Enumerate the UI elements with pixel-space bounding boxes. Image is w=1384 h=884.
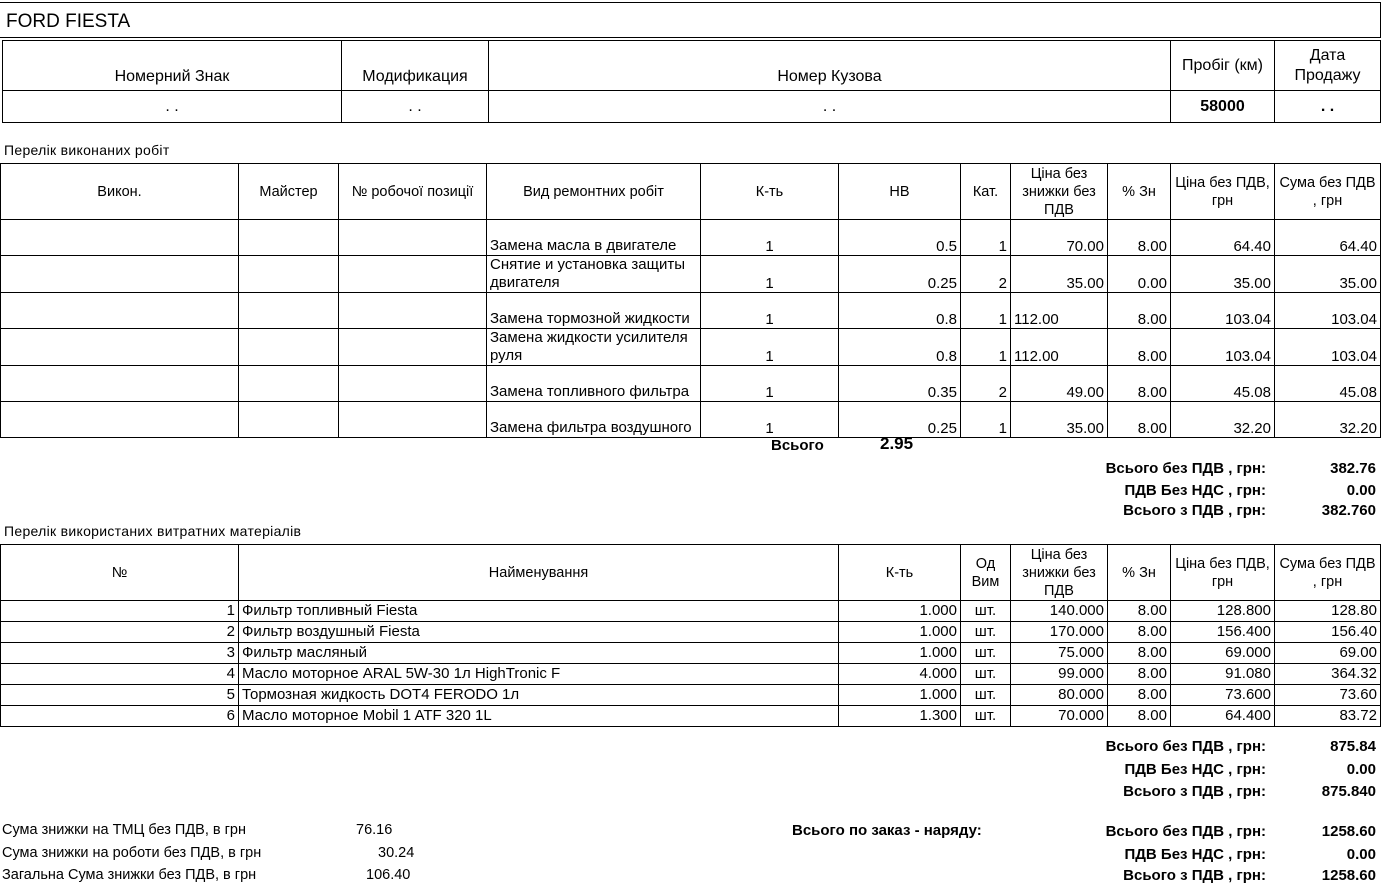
materials-header-sum: Сума без ПДВ , грн [1275, 545, 1381, 601]
works-header-sum: Сума без ПДВ , грн [1275, 164, 1381, 220]
work-price: 112.00 [1011, 329, 1108, 366]
material-discount: 8.00 [1108, 664, 1171, 685]
materials-section-title: Перелік використаних витратних матеріалів [4, 523, 302, 539]
material-number: 1 [1, 601, 239, 622]
work-price: 49.00 [1011, 366, 1108, 402]
material-sum: 128.80 [1275, 601, 1381, 622]
work-description: Замена топливного фильтра [487, 366, 701, 402]
materials-summary-label-gross: Всього з ПДВ , грн: [1123, 783, 1266, 800]
material-name: Фильтр топливный Fiesta [239, 601, 839, 622]
vehicle-table [2, 40, 1381, 123]
document-title: FORD FIESTA [6, 11, 131, 32]
table-cell [339, 366, 487, 402]
material-net-price: 91.080 [1171, 664, 1275, 685]
work-qty: 1 [701, 256, 839, 293]
work-sum: 103.04 [1275, 293, 1381, 329]
material-unit: шт. [961, 664, 1011, 685]
work-description: Снятие и установка защиты двигателя [487, 256, 701, 293]
material-qty: 1.000 [839, 643, 961, 664]
order-summary-label-net: Всього без ПДВ , грн: [1105, 823, 1266, 840]
vehicle-plate: . . [3, 91, 342, 123]
work-cat: 1 [961, 329, 1011, 366]
works-header-position: № робочої позиції [339, 164, 487, 220]
work-discount: 8.00 [1108, 402, 1171, 438]
work-qty: 1 [701, 293, 839, 329]
work-sum: 45.08 [1275, 366, 1381, 402]
vehicle-body-number: . . [489, 91, 1171, 123]
table-cell [339, 329, 487, 366]
works-summary-value-net: 382.76 [1330, 460, 1376, 477]
works-section-title: Перелік виконаних робіт [4, 142, 170, 158]
material-qty: 1.000 [839, 601, 961, 622]
work-qty: 1 [701, 329, 839, 366]
materials-summary-value-net: 875.84 [1330, 738, 1376, 755]
work-qty: 1 [701, 366, 839, 402]
work-discount: 8.00 [1108, 293, 1171, 329]
material-discount: 8.00 [1108, 685, 1171, 706]
work-price: 35.00 [1011, 402, 1108, 438]
work-sum: 64.40 [1275, 220, 1381, 256]
material-qty: 1.300 [839, 706, 961, 727]
vehicle-mileage: 58000 [1171, 91, 1275, 123]
table-cell [239, 293, 339, 329]
material-number: 2 [1, 622, 239, 643]
materials-header-name: Найменування [239, 545, 839, 601]
materials-header-number: № [1, 545, 239, 601]
vehicle-header-modification: Модификация [342, 41, 489, 91]
table-cell [1, 256, 239, 293]
materials-summary-label-vat: ПДВ Без НДС , грн: [1124, 761, 1266, 778]
material-unit: шт. [961, 685, 1011, 706]
order-summary-value-net: 1258.60 [1321, 823, 1376, 840]
material-net-price: 64.400 [1171, 706, 1275, 727]
material-discount: 8.00 [1108, 622, 1171, 643]
material-qty: 4.000 [839, 664, 961, 685]
work-price: 35.00 [1011, 256, 1108, 293]
vehicle-sale-date: . . [1275, 91, 1381, 123]
works-summary-value-vat: 0.00 [1346, 482, 1376, 499]
work-cat: 1 [961, 402, 1011, 438]
materials-summary-value-vat: 0.00 [1346, 761, 1376, 778]
material-sum: 69.00 [1275, 643, 1381, 664]
material-number: 6 [1, 706, 239, 727]
table-cell [339, 402, 487, 438]
material-net-price: 69.000 [1171, 643, 1275, 664]
material-net-price: 73.600 [1171, 685, 1275, 706]
order-summary-label-vat: ПДВ Без НДС , грн: [1124, 846, 1266, 863]
work-net-price: 103.04 [1171, 329, 1275, 366]
table-cell [239, 220, 339, 256]
material-price: 80.000 [1011, 685, 1108, 706]
material-discount: 8.00 [1108, 706, 1171, 727]
material-unit: шт. [961, 622, 1011, 643]
table-cell [1, 329, 239, 366]
material-price: 99.000 [1011, 664, 1108, 685]
materials-header-discount: % Зн [1108, 545, 1171, 601]
work-cat: 1 [961, 220, 1011, 256]
material-price: 170.000 [1011, 622, 1108, 643]
table-cell [1, 293, 239, 329]
title-box [0, 2, 1381, 38]
material-name: Тормозная жидкость DOT4 FERODO 1л [239, 685, 839, 706]
material-name: Масло моторное Mobil 1 ATF 320 1L [239, 706, 839, 727]
work-cat: 1 [961, 293, 1011, 329]
work-net-price: 32.20 [1171, 402, 1275, 438]
work-qty: 1 [701, 220, 839, 256]
material-sum: 364.32 [1275, 664, 1381, 685]
works-header-qty: К-ть [701, 164, 839, 220]
table-cell [239, 402, 339, 438]
materials-summary-value-gross: 875.840 [1321, 783, 1376, 800]
works-total-nv: 2.95 [880, 434, 914, 453]
vehicle-header-mileage: Пробіг (км) [1171, 41, 1275, 91]
material-sum: 73.60 [1275, 685, 1381, 706]
material-discount: 8.00 [1108, 601, 1171, 622]
materials-header-qty: К-ть [839, 545, 961, 601]
works-header-price: Ціна без знижки без ПДВ [1011, 164, 1108, 220]
works-summary-label-net: Всього без ПДВ , грн: [1105, 460, 1266, 477]
table-cell [1, 366, 239, 402]
works-header-master: Майстер [239, 164, 339, 220]
works-total-label: Всього [771, 437, 824, 454]
material-qty: 1.000 [839, 622, 961, 643]
material-price: 75.000 [1011, 643, 1108, 664]
work-qty: 1 [701, 402, 839, 438]
material-unit: шт. [961, 601, 1011, 622]
works-summary-label-vat: ПДВ Без НДС , грн: [1124, 482, 1266, 499]
material-name: Фильтр воздушный Fiesta [239, 622, 839, 643]
material-name: Масло моторное ARAL 5W-30 1л HighTronic F [239, 664, 839, 685]
work-net-price: 64.40 [1171, 220, 1275, 256]
order-summary-value-gross: 1258.60 [1321, 867, 1376, 884]
material-number: 3 [1, 643, 239, 664]
work-net-price: 103.04 [1171, 293, 1275, 329]
work-price: 70.00 [1011, 220, 1108, 256]
material-number: 4 [1, 664, 239, 685]
table-cell [339, 293, 487, 329]
work-sum: 32.20 [1275, 402, 1381, 438]
material-unit: шт. [961, 706, 1011, 727]
discount-materials-value: 76.16 [356, 822, 393, 838]
work-nv: 0.5 [839, 220, 961, 256]
table-cell [1, 220, 239, 256]
work-sum: 103.04 [1275, 329, 1381, 366]
work-description: Замена тормозной жидкости [487, 293, 701, 329]
work-description: Замена масла в двигателе [487, 220, 701, 256]
works-header-discount: % Зн [1108, 164, 1171, 220]
material-number: 5 [1, 685, 239, 706]
work-sum: 35.00 [1275, 256, 1381, 293]
work-discount: 8.00 [1108, 329, 1171, 366]
work-nv: 0.8 [839, 329, 961, 366]
work-cat: 2 [961, 256, 1011, 293]
work-nv: 0.35 [839, 366, 961, 402]
table-cell [239, 366, 339, 402]
table-cell [239, 256, 339, 293]
order-total-label: Всього по заказ - наряду: [792, 822, 982, 839]
materials-header-price: Ціна без знижки без ПДВ [1011, 545, 1108, 601]
works-header-executor: Викон. [1, 164, 239, 220]
materials-table [0, 544, 1381, 727]
works-table [0, 163, 1381, 438]
vehicle-modification: . . [342, 91, 489, 123]
material-net-price: 156.400 [1171, 622, 1275, 643]
material-sum: 83.72 [1275, 706, 1381, 727]
work-net-price: 45.08 [1171, 366, 1275, 402]
works-header-nv: НВ [839, 164, 961, 220]
work-nv: 0.8 [839, 293, 961, 329]
order-summary-label-gross: Всього з ПДВ , грн: [1123, 867, 1266, 884]
works-summary-value-gross: 382.760 [1321, 502, 1376, 519]
material-price: 140.000 [1011, 601, 1108, 622]
discount-total-label: Загальна Сума знижки без ПДВ, в грн [2, 867, 257, 883]
work-net-price: 35.00 [1171, 256, 1275, 293]
material-price: 70.000 [1011, 706, 1108, 727]
materials-header-unit: Од Вим [961, 545, 1011, 601]
work-cat: 2 [961, 366, 1011, 402]
material-discount: 8.00 [1108, 643, 1171, 664]
table-cell [239, 329, 339, 366]
works-header-cat: Кат. [961, 164, 1011, 220]
discount-materials-label: Сума знижки на ТМЦ без ПДВ, в грн [2, 822, 246, 838]
works-header-net-price: Ціна без ПДВ, грн [1171, 164, 1275, 220]
material-qty: 1.000 [839, 685, 961, 706]
material-sum: 156.40 [1275, 622, 1381, 643]
work-nv: 0.25 [839, 402, 961, 438]
vehicle-header-body-number: Номер Кузова [489, 41, 1171, 91]
work-description: Замена жидкости усилителя руля [487, 329, 701, 366]
material-name: Фильтр масляный [239, 643, 839, 664]
discount-works-label: Сума знижки на роботи без ПДВ, в грн [2, 845, 262, 861]
works-summary-label-gross: Всього з ПДВ , грн: [1123, 502, 1266, 519]
works-header-work-type: Вид ремонтних робіт [487, 164, 701, 220]
vehicle-header-sale-date: Дата Продажу [1275, 41, 1381, 91]
discount-works-value: 30.24 [378, 845, 415, 861]
materials-summary-label-net: Всього без ПДВ , грн: [1105, 738, 1266, 755]
work-discount: 8.00 [1108, 366, 1171, 402]
work-nv: 0.25 [839, 256, 961, 293]
order-summary-value-vat: 0.00 [1346, 846, 1376, 863]
vehicle-header-plate: Номерний Знак [3, 41, 342, 91]
work-description: Замена фильтра воздушного [487, 402, 701, 438]
work-discount: 0.00 [1108, 256, 1171, 293]
work-price: 112.00 [1011, 293, 1108, 329]
material-net-price: 128.800 [1171, 601, 1275, 622]
table-cell [339, 256, 487, 293]
table-cell [339, 220, 487, 256]
discount-total-value: 106.40 [366, 867, 411, 883]
materials-header-net-price: Ціна без ПДВ, грн [1171, 545, 1275, 601]
table-cell [1, 402, 239, 438]
material-unit: шт. [961, 643, 1011, 664]
work-discount: 8.00 [1108, 220, 1171, 256]
